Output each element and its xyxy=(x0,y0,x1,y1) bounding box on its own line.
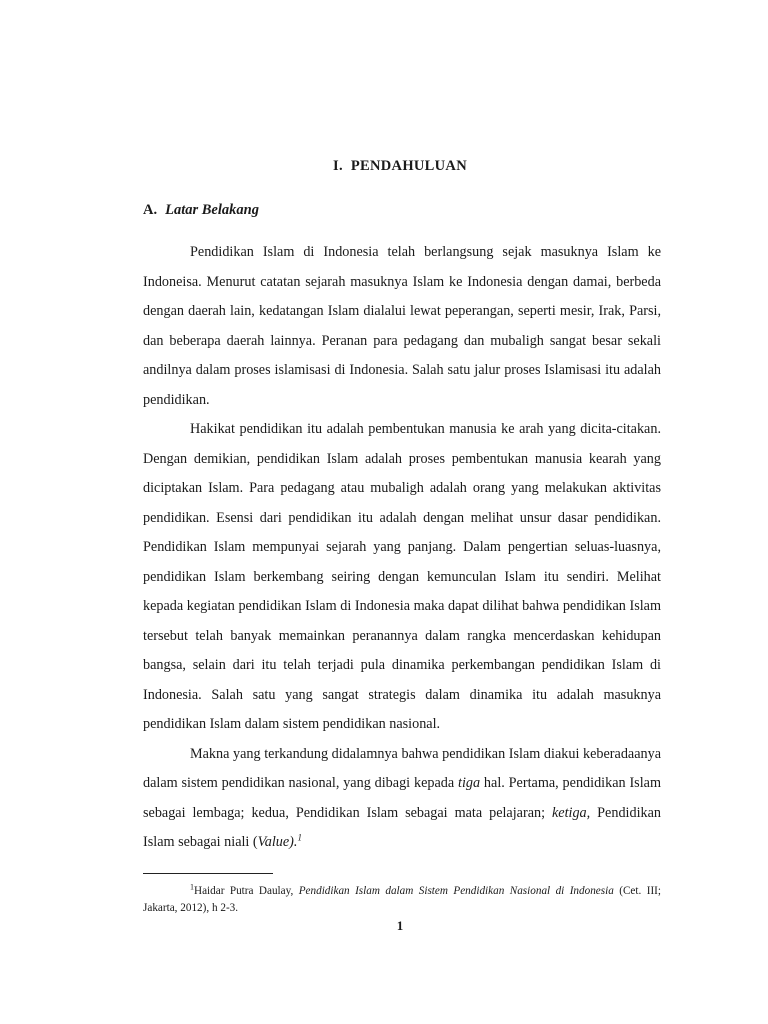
paragraph-3-part2: hal. Pertama, pendidikan Islam sebagai lembaga; kedua, Pendidikan Islam sebagai mata pelajaran; xyxy=(143,775,661,821)
footnote-details: (Cet. III; Jakarta, 2012), h 2-3. xyxy=(143,885,662,914)
paragraph-2: Hakikat pendidikan itu adalah pembentukan manusia ke arah yang dicita-citakan. Dengan demikian, pendidikan Islam adalah proses pembentukan manusia kearah yang diciptakan Islam. Para pedagang atau mubaligh adalah orang yang melakukan aktivitas pendidikan. Esensi dari pendidikan itu adalah dengan melihat unsur dasar pendidikan. Pendidikan Islam mempunyai sejarah yang panjang. Dalam pengertian seluas-luasnya, pendidikan Islam berkembang seiring dengan kemunculan Islam itu sendiri. Melihat kepada kegiatan pendidikan Islam di Indonesia maka dapat dilihat bahwa pendidikan Islam tersebut telah banyak memainkan peranannya dalam rangka mencerdaskan kehidupan bangsa, selain dari itu telah terjadi pula dinamika perkembangan pendidikan Islam di Indonesia. Salah satu yang sangat strategis dalam dinamika itu adalah masuknya pendidikan Islam dalam sistem pendidikan nasional. xyxy=(143,421,661,732)
chapter-title xyxy=(0,158,768,175)
section-heading xyxy=(143,202,259,219)
footnote-mark: 1 xyxy=(190,882,194,892)
chapter-title-text: PENDAHULUAN xyxy=(350,158,467,174)
paragraph-3-ketiga: ketiga, xyxy=(551,804,591,821)
paragraph-3-part3: Pendidikan Islam sebagai niali ( xyxy=(143,804,661,850)
footnote-author: Haidar Putra Daulay, xyxy=(194,885,299,897)
page-number: 1 xyxy=(396,918,404,933)
footnote-reference[interactable]: 1 xyxy=(297,832,302,843)
section-letter: A. xyxy=(143,202,158,218)
footnote-divider xyxy=(143,873,273,874)
section-title: Latar Belakang xyxy=(165,202,259,218)
footnote-body xyxy=(143,883,661,917)
footnote xyxy=(143,883,661,917)
paragraph-1: Pendidikan Islam di Indonesia telah berlangsung sejak masuknya Islam ke Indoneisa. Menurut catatan sejarah masuknya Islam ke Indonesia dengan damai, berbeda dengan daerah lain, kedatangan Islam dialalui lewat peperangan, seperti mesir, Irak, Parsi, dan beberapa daerah lainnya. Peranan para pedagang dan mubaligh sangat besar sekali andilnya dalam proses islamisasi di Indonesia. Salah satu jalur proses Islamisasi itu adalah pendidikan. xyxy=(143,244,661,408)
footnote-title: Pendidikan Islam dalam Sistem Pendidikan Nasional di Indonesia xyxy=(298,885,614,897)
paragraph-3 xyxy=(143,740,661,858)
paragraph-3-part1: Makna yang terkandung didalamnya bahwa pendidikan Islam diakui keberadaanya dalam sistem pendidikan nasional, yang dibagi kepada xyxy=(143,745,661,791)
paragraph-3-value: Value). xyxy=(257,834,298,850)
paragraph-3-tiga: tiga xyxy=(458,775,481,791)
body-text xyxy=(143,238,661,858)
chapter-number: I. xyxy=(333,158,343,174)
